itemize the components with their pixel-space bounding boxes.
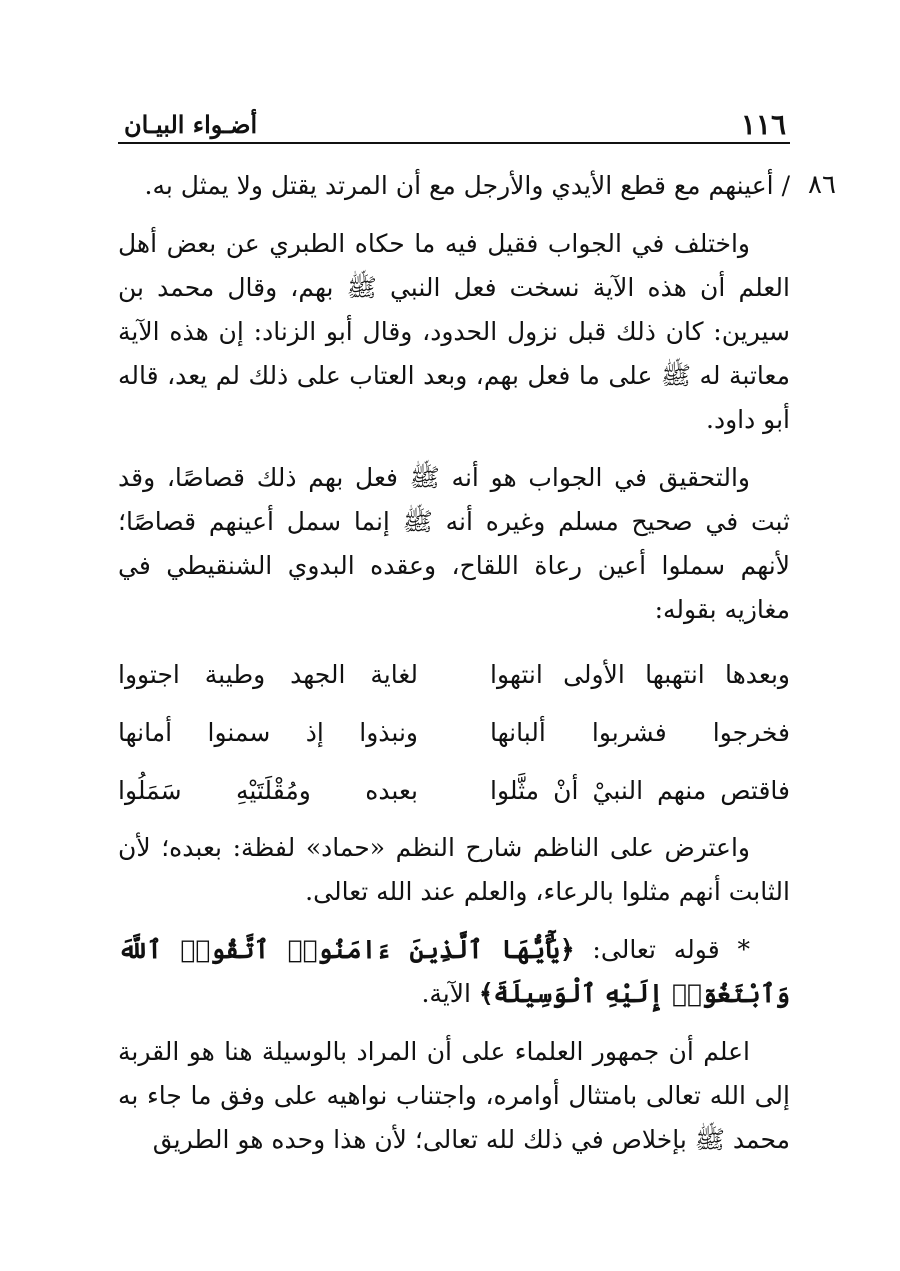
page-number: ١١٦ — [740, 108, 786, 141]
paragraph-answer-disagreement: واختلف في الجواب فقيل فيه ما حكاه الطبري عن بعض أهل العلم أن هذه الآية نسخت فعل النبي ﷺ بهم، وقال محمد بن سيرين: كان ذلك قبل نزول الحدود، وقال أبو الزناد: إن هذه الآية معاتبة له ﷺ على ما فعل بهم، وبعد العتاب على ذلك لم يعد، قاله أبو داود. — [118, 229, 790, 434]
verse-line — [118, 762, 790, 820]
verse-second-hemistich: لغاية الجهد وطيبة اجتووا — [118, 660, 418, 689]
margin-page-marker: ٨٦ — [808, 170, 836, 200]
paragraph-verse-heading — [118, 928, 790, 1016]
verse-first-hemistich: وبعدها انتهبها الأولى انتهوا — [490, 660, 790, 689]
body-text — [118, 164, 790, 1176]
paragraph-continuation: / أعينهم مع قطع الأيدي والأرجل مع أن المرتد يقتل ولا يمثل به. — [144, 171, 790, 200]
verse-line — [118, 704, 790, 762]
verse-second-hemistich: ونبذوا إذ سمنوا أمانها — [118, 718, 418, 747]
paragraph-verification: والتحقيق في الجواب هو أنه ﷺ فعل بهم ذلك قصاصًا، وقد ثبت في صحيح مسلم وغيره أنه ﷺ إنما سمل أعينهم قصاصًا؛ لأنهم سملوا أعين رعاة اللقاح، وعقده البدوي الشنقيطي في مغازيه بقوله: — [118, 463, 790, 624]
verse-first-hemistich: فخرجوا فشربوا ألبانها — [490, 718, 790, 747]
poem-verses — [118, 646, 790, 820]
verse-line — [118, 646, 790, 704]
verse-first-hemistich: فاقتص منهم النبيْ أنْ مثَّلوا — [490, 776, 790, 805]
verse-heading-suffix: الآية. — [421, 979, 479, 1008]
paragraph-wasila: اعلم أن جمهور العلماء على أن المراد بالوسيلة هنا هو القربة إلى الله تعالى بامتثال أوامره، واجتناب نواهيه على وفق ما جاء به محمد ﷺ بإخلاص في ذلك لله تعالى؛ لأن هذا وحده هو الطريق — [118, 1037, 790, 1154]
verse-second-hemistich: بعبده ومُقْلَتَيْهِ سَمَلُوا — [118, 776, 418, 805]
page-header — [118, 100, 790, 144]
running-title: أضـواء البيـان — [124, 110, 258, 139]
verse-heading-prefix: * قوله تعالى: — [574, 935, 750, 964]
paragraph-objection: واعترض على الناظم شارح النظم «حماد» لفظة: بعبده؛ لأن الثابت أنهم مثلوا بالرعاء، والعلم عند الله تعالى. — [118, 833, 790, 906]
quran-verse: ﴿يَٰٓأَيُّهَا ٱلَّذِينَ ءَامَنُوا۟ ٱتَّقُوا۟ ٱللَّهَ وَٱبْتَغُوٓا۟ إِلَيْهِ ٱلْوَسِيلَةَ﴾ — [118, 935, 790, 1008]
